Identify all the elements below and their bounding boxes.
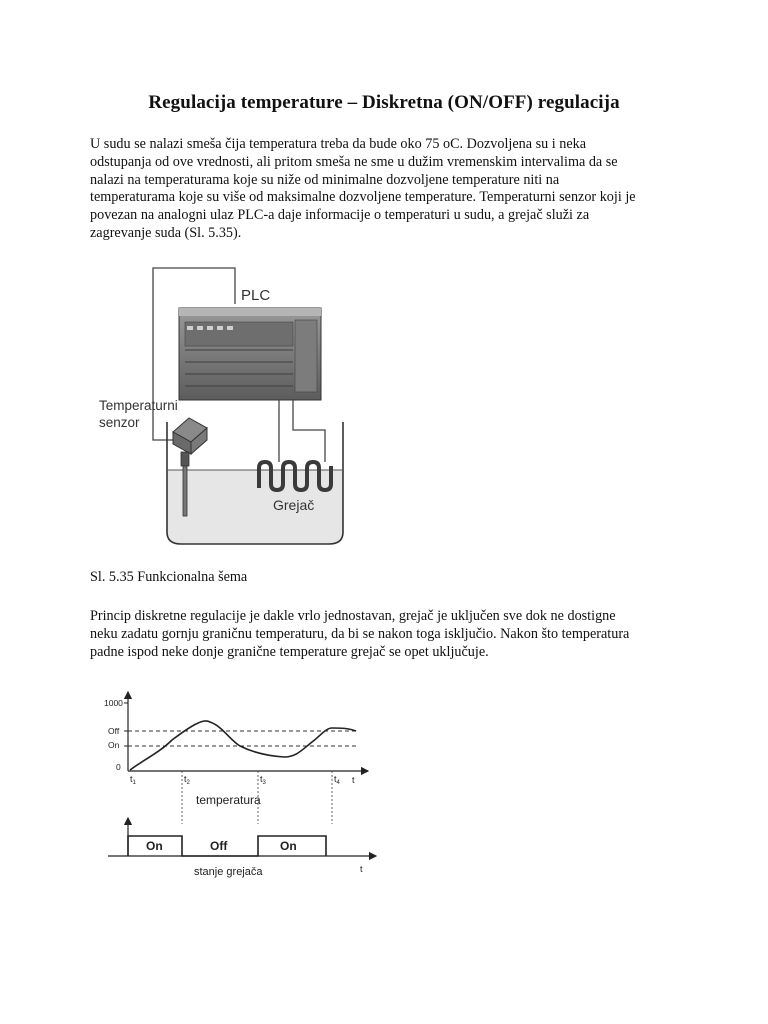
page-title: Regulacija temperature – Diskretna (ON/OFF) regulacija	[148, 92, 620, 113]
sensor-label-line2: senzor	[99, 415, 140, 430]
t2-label: $t_2$	[184, 774, 190, 786]
temp-t-axis-label: t	[352, 775, 355, 785]
t3-label: $t_3$	[260, 774, 266, 786]
heater-state-caption: stanje grejača	[194, 866, 263, 878]
t1-label: $t_1$	[130, 774, 136, 786]
heater-wire-right	[293, 400, 325, 462]
paragraph-line: nalazi na temperaturama koje su niže od minimalne dozvoljene temperature niti na	[90, 171, 560, 188]
sensor-label-line1: Temperaturni	[99, 398, 178, 413]
heater-label: Grejač	[273, 497, 315, 513]
plc-unit	[179, 308, 321, 400]
state-on-label-2: On	[280, 839, 297, 853]
state-on-label-1: On	[146, 839, 163, 853]
functional-scheme-figure	[95, 262, 350, 552]
temperature-curve	[130, 721, 356, 770]
temperature-caption: temperatura	[196, 793, 261, 807]
plc-label: PLC	[241, 287, 271, 304]
paragraph-line: U sudu se nalazi smeša čija temperatura treba da bude oko 75 oC. Dozvoljena su i neka	[90, 136, 587, 152]
label-1000: 1000	[104, 698, 123, 708]
paragraph-line: odstupanja od ove vrednosti, ali pritom smeša ne sme u dužim vremenskim intervalima da se	[90, 153, 618, 170]
label-zero: 0	[116, 762, 121, 772]
paragraph-line: padne ispod neke donje granične temperature grejač se opet uključuje.	[90, 643, 489, 660]
principle-paragraph	[90, 608, 690, 661]
state-off-label: Off	[210, 839, 228, 853]
on-off-diagram-figure	[100, 684, 390, 884]
t4-label: $t_4$	[334, 774, 340, 786]
paragraph-line: zagrevanje suda (Sl. 5.35).	[90, 224, 242, 241]
intro-paragraph	[90, 136, 690, 243]
paragraph-line: povezan na analogni ulaz PLC-a daje informacije o temperaturi u sudu, a grejač služi za	[90, 207, 590, 224]
label-on: On	[108, 740, 120, 750]
paragraph-line: temperaturama koje su više od maksimalne dozvoljene temperature. Temperaturni senzor koji je	[90, 189, 636, 206]
heater-coil	[259, 462, 331, 490]
figure-caption: Sl. 5.35 Funkcionalna šema	[90, 569, 248, 585]
state-t-axis-label: t	[360, 864, 363, 874]
label-off: Off	[108, 726, 120, 736]
paragraph-line: neku zadatu gornju graničnu temperaturu, da bi se nakon toga isključio. Nakon što temperatura	[90, 625, 630, 642]
paragraph-line: Princip diskretne regulacije je dakle vrlo jednostavan, grejač je uključen sve dok ne dostigne	[90, 608, 616, 624]
